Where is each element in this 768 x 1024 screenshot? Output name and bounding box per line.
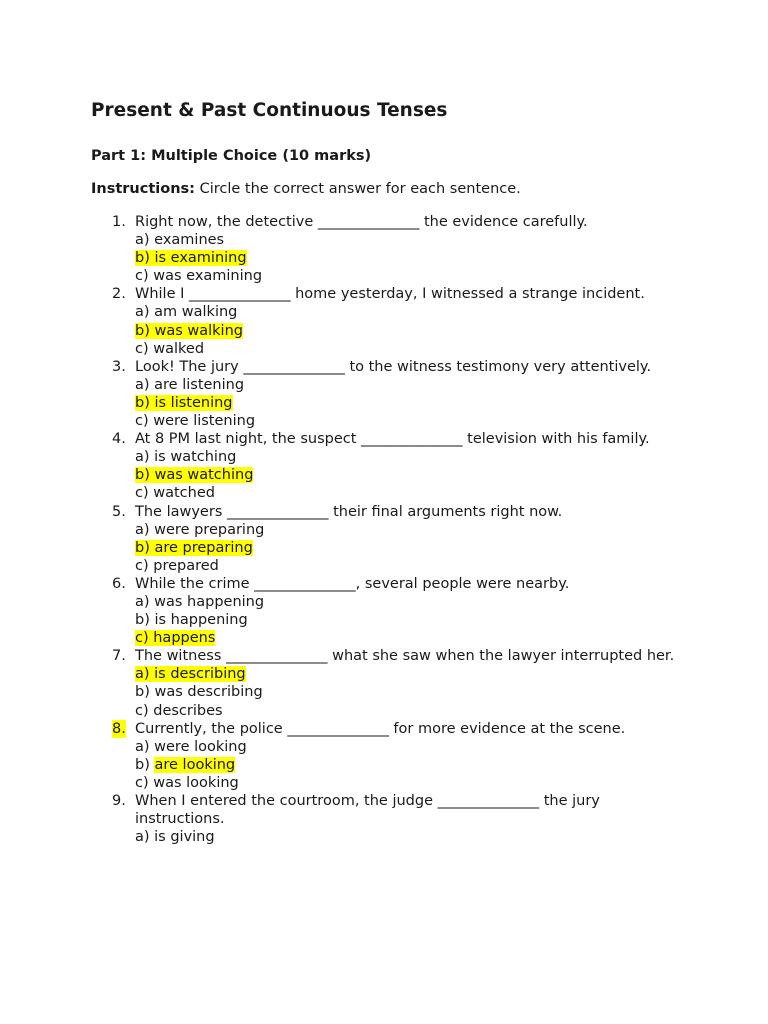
page-title: Present & Past Continuous Tenses	[91, 100, 448, 121]
option-text: b) is happening	[135, 612, 248, 629]
highlighted-answer: c) happens	[135, 630, 216, 647]
question-text: The witness ______________ what she saw when the lawyer interrupted her.	[135, 648, 675, 665]
highlighted-answer: b) are preparing	[135, 539, 253, 556]
question-number: 9.	[112, 793, 126, 809]
answer-option[interactable]	[135, 539, 675, 557]
option-text: c) watched	[135, 485, 215, 502]
highlighted-answer: b) is listening	[135, 394, 233, 411]
question-1	[91, 213, 675, 285]
instructions	[91, 179, 768, 199]
option-text: c) was looking	[135, 774, 239, 791]
highlighted-answer: b) was walking	[135, 322, 243, 339]
option-text: b) was describing	[135, 684, 263, 701]
question-6	[91, 575, 675, 647]
answer-option[interactable]	[135, 702, 675, 720]
option-text: a) were looking	[135, 738, 247, 755]
answer-option[interactable]	[135, 665, 675, 683]
question-4	[91, 430, 675, 502]
question-5	[91, 503, 675, 575]
option-text: a) were preparing	[135, 521, 265, 538]
question-9	[91, 792, 675, 846]
answer-option[interactable]	[135, 376, 675, 394]
option-text: a) is giving	[135, 829, 215, 846]
question-text: While I ______________ home yesterday, I witnessed a strange incident.	[135, 286, 645, 303]
answer-option[interactable]	[135, 267, 675, 285]
option-text: c) were listening	[135, 413, 256, 430]
highlighted-answer: b) was watching	[135, 467, 254, 484]
question-number: 6.	[112, 575, 126, 592]
answer-option[interactable]	[135, 484, 675, 502]
answer-option[interactable]	[135, 249, 675, 267]
answer-option[interactable]	[135, 756, 675, 774]
question-8	[91, 720, 675, 792]
question-number: 8.	[112, 720, 126, 737]
answer-option[interactable]	[135, 448, 675, 466]
answer-option[interactable]	[135, 828, 675, 846]
option-text: a) was happening	[135, 593, 265, 610]
question-text: Right now, the detective ______________ the evidence carefully.	[135, 214, 588, 230]
option-prefix: b)	[135, 756, 155, 773]
instructions-text: Circle the correct answer for each sentence.	[194, 181, 521, 197]
answer-option[interactable]	[135, 340, 675, 358]
question-number: 1.	[112, 214, 126, 230]
part-heading: Part 1: Multiple Choice (10 marks)	[91, 148, 372, 164]
answer-option[interactable]	[135, 774, 675, 792]
option-text: a) is watching	[135, 449, 237, 466]
answer-option[interactable]	[135, 593, 675, 611]
question-text: When I entered the courtroom, the judge ______________ the jury instructions.	[135, 793, 600, 828]
answer-option[interactable]	[135, 738, 675, 756]
answer-option[interactable]	[135, 303, 675, 321]
answer-option[interactable]	[135, 557, 675, 575]
question-text: While the crime ______________, several people were nearby.	[135, 575, 570, 592]
highlighted-answer: b) is examining	[135, 250, 247, 267]
question-7	[91, 647, 675, 719]
option-text: a) are listening	[135, 376, 245, 393]
option-text: c) describes	[135, 702, 223, 719]
question-text: At 8 PM last night, the suspect ______________ television with his family.	[135, 431, 650, 448]
option-text: c) was examining	[135, 268, 263, 285]
answer-option[interactable]	[135, 683, 675, 701]
option-text: a) am walking	[135, 304, 238, 321]
answer-option[interactable]	[135, 231, 675, 249]
answer-option[interactable]	[135, 322, 675, 340]
question-text: Currently, the police ______________ for more evidence at the scene.	[135, 720, 626, 737]
question-number: 5.	[112, 503, 126, 520]
answer-option[interactable]	[135, 521, 675, 539]
question-number: 2.	[112, 286, 126, 303]
question-text: The lawyers ______________ their final arguments right now.	[135, 503, 563, 520]
option-text: c) prepared	[135, 557, 219, 574]
question-text: Look! The jury ______________ to the witness testimony very attentively.	[135, 358, 652, 375]
option-text: a) examines	[135, 232, 225, 249]
instructions-label: Instructions:	[91, 181, 195, 197]
question-list	[91, 213, 768, 846]
question-3	[91, 358, 675, 430]
question-2	[91, 285, 675, 357]
option-text: c) walked	[135, 340, 205, 357]
highlighted-answer: are looking	[154, 756, 236, 773]
question-number: 3.	[112, 358, 126, 375]
answer-option[interactable]	[135, 611, 675, 629]
question-number: 7.	[112, 648, 126, 665]
answer-option[interactable]	[135, 412, 675, 430]
highlighted-answer: a) is describing	[135, 666, 246, 683]
answer-option[interactable]	[135, 629, 675, 647]
answer-option[interactable]	[135, 466, 675, 484]
question-number: 4.	[112, 431, 126, 448]
answer-option[interactable]	[135, 394, 675, 412]
